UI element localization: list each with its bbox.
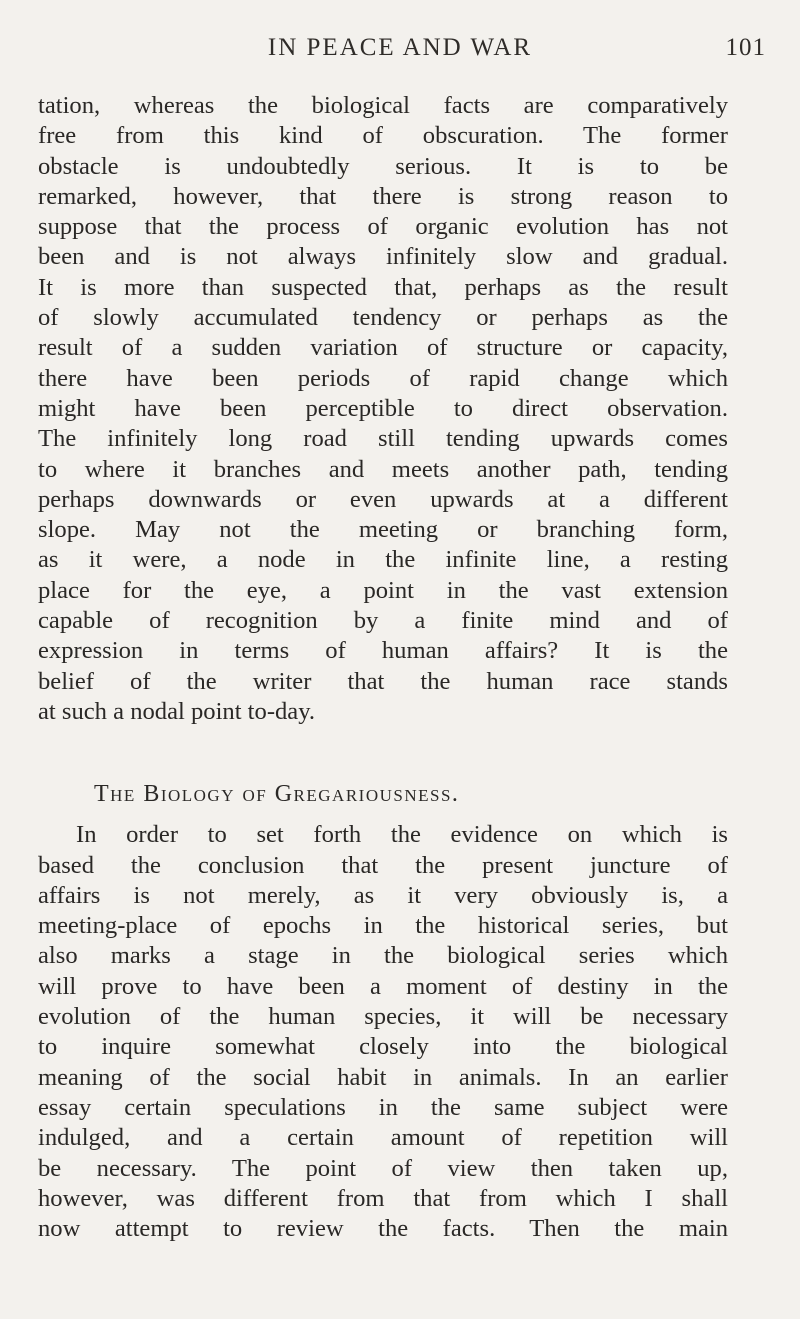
text-line: be necessary. The point of view then taken up, — [38, 1154, 728, 1182]
text-line: In order to set forth the evidence on which is — [76, 821, 728, 849]
text-line: however, was different from that from which I shall — [38, 1184, 728, 1212]
text-line: It is more than suspected that, perhaps as the result — [38, 273, 728, 301]
text-line: free from this kind of obscuration. The former — [38, 122, 728, 150]
paragraph — [38, 820, 728, 1244]
text-line: to inquire somewhat closely into the biological — [38, 1033, 728, 1061]
text-line: as it were, a node in the infinite line, a resting — [38, 546, 728, 574]
text-line: might have been perceptible to direct observation. — [38, 394, 728, 422]
text-line: to where it branches and meets another path, tending — [38, 455, 728, 483]
text-line: evolution of the human species, it will be necessary — [38, 1003, 728, 1031]
text-line: meaning of the social habit in animals. In an earlier — [38, 1063, 728, 1091]
running-title: IN PEACE AND WAR — [267, 34, 533, 61]
text-line: tation, whereas the biological facts are comparatively — [38, 92, 728, 119]
text-line: will prove to have been a moment of destiny in the — [38, 972, 728, 1000]
text-line: obstacle is undoubtedly serious. It is to be — [38, 152, 728, 180]
text-line: remarked, however, that there is strong reason to — [38, 182, 728, 210]
text-line: affairs is not merely, as it very obviously is, a — [38, 881, 728, 909]
text-line: indulged, and a certain amount of repetition will — [38, 1124, 728, 1152]
text-line: place for the eye, a point in the vast extension — [38, 576, 728, 604]
text-line: been and is not always infinitely slow and gradual. — [38, 243, 728, 271]
text-line: expression in terms of human affairs? It is the — [38, 637, 728, 665]
running-header — [0, 34, 800, 68]
text-line: capable of recognition by a finite mind and of — [38, 607, 728, 635]
text-line: also marks a stage in the biological series which — [38, 942, 728, 970]
text-line: of slowly accumulated tendency or perhaps as the — [38, 304, 728, 332]
text-line: The infinitely long road still tending upwards comes — [38, 425, 728, 453]
text-line: suppose that the process of organic evolution has not — [38, 213, 728, 241]
text-line: meeting-place of epochs in the historical series, but — [38, 912, 728, 940]
text-line: slope. May not the meeting or branching form, — [38, 516, 728, 544]
text-line: now attempt to review the facts. Then the main — [38, 1215, 728, 1243]
text-line: there have been periods of rapid change which — [38, 364, 728, 392]
section-heading: The Biology of Gregariousness. — [94, 781, 460, 808]
text-line: based the conclusion that the present juncture of — [38, 851, 728, 879]
text-line: essay certain speculations in the same subject were — [38, 1093, 728, 1121]
text-line: result of a sudden variation of structure or capacity, — [38, 334, 728, 362]
text-line: perhaps downwards or even upwards at a different — [38, 485, 728, 513]
page-number: 101 — [725, 34, 766, 61]
body-text — [38, 91, 728, 1244]
paragraph — [38, 91, 728, 727]
text-line: belief of the writer that the human race stands — [38, 667, 728, 695]
text-line: at such a nodal point to-day. — [38, 697, 316, 725]
